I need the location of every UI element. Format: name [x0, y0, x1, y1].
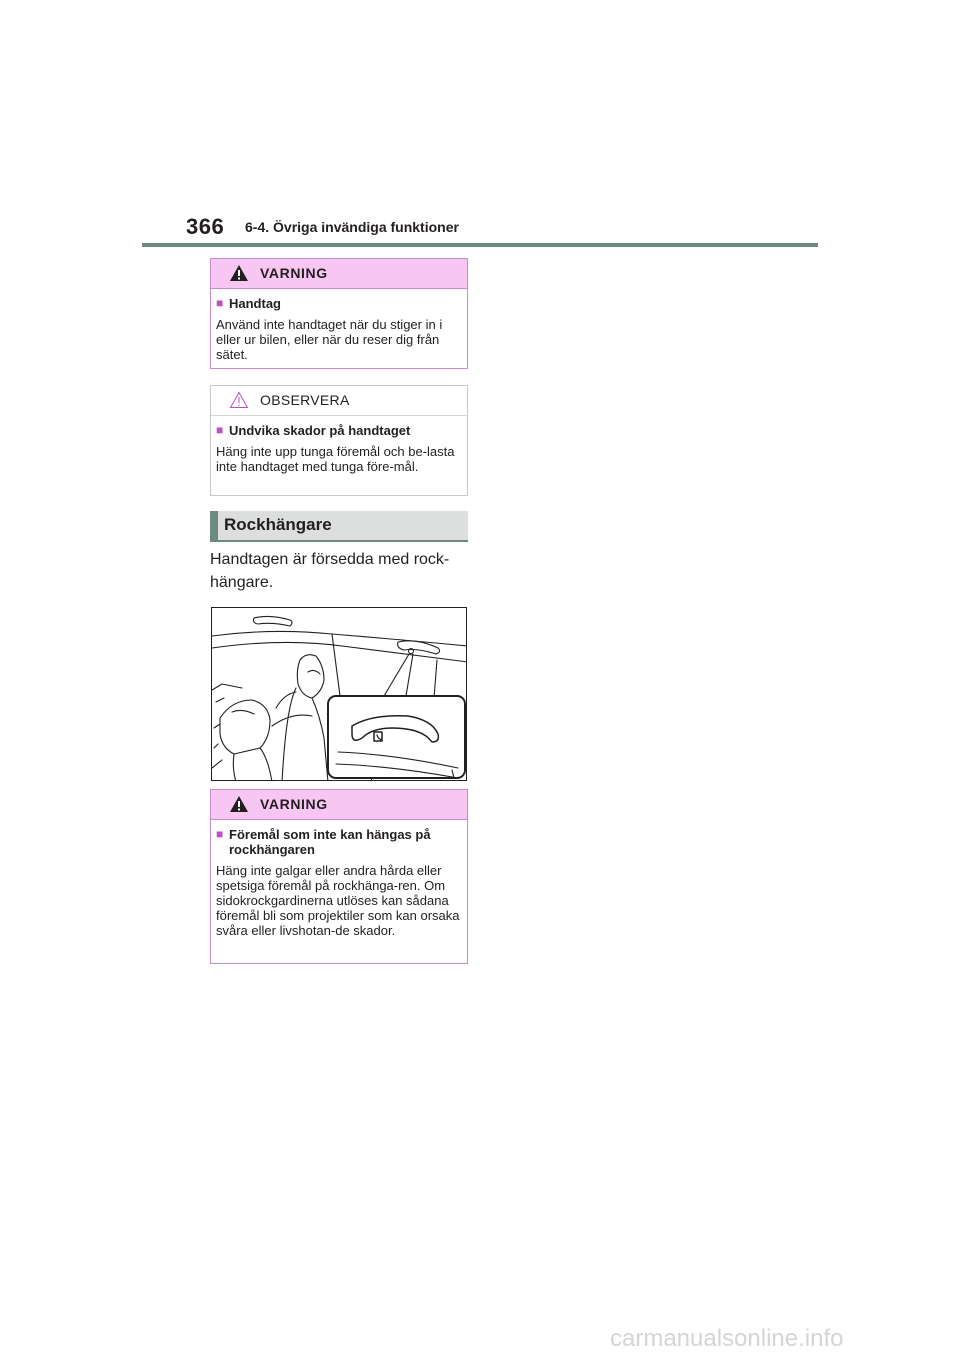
coat-hook-illustration	[211, 607, 467, 781]
warning-header	[211, 790, 467, 820]
notice-header	[211, 386, 467, 416]
warning-subheading-text: Föremål som inte kan hängas på rockhängaren	[229, 827, 431, 857]
warning-box-coat-hook	[210, 789, 468, 964]
warning-subheading-text: Handtag	[229, 296, 281, 311]
square-bullet-icon: ■	[216, 827, 224, 841]
warning-header	[211, 259, 467, 289]
page-number: 366	[186, 214, 225, 239]
notice-subheading	[216, 423, 461, 438]
warning-label: VARNING	[260, 265, 328, 281]
warning-triangle-icon	[229, 795, 249, 813]
warning-subheading	[216, 296, 461, 311]
section-heading: Rockhängare	[224, 515, 332, 534]
warning-subheading	[216, 827, 461, 857]
square-bullet-icon: ■	[216, 423, 224, 437]
square-bullet-icon: ■	[216, 296, 224, 310]
notice-text: Häng inte upp tunga föremål och be-lasta inte handtaget med tunga före-mål.	[216, 444, 455, 474]
section-heading-bar	[210, 511, 468, 542]
section-title: 6-4. Övriga invändiga funktioner	[245, 219, 459, 235]
caution-triangle-icon	[229, 391, 249, 409]
notice-box-handle	[210, 385, 468, 496]
notice-subheading-text: Undvika skador på handtaget	[229, 423, 411, 438]
notice-label: OBSERVERA	[260, 392, 350, 408]
header-rule	[142, 243, 818, 247]
warning-label: VARNING	[260, 796, 328, 812]
warning-text: Använd inte handtaget när du stiger in i eller ur bilen, eller när du reser dig från sätet.	[216, 317, 443, 362]
body-text: Handtagen är försedda med rock-hängare.	[210, 551, 450, 591]
warning-triangle-icon	[229, 264, 249, 282]
watermark: carmanualsonline.info	[610, 1325, 844, 1352]
warning-text: Häng inte galgar eller andra hårda eller spetsiga föremål på rockhänga-ren. Om sidokrockgardinerna utlöses kan sådana föremål bli som projektiler som kan orsaka svåra eller livshotan-de skador.	[216, 863, 460, 938]
warning-box-handle	[210, 258, 468, 369]
